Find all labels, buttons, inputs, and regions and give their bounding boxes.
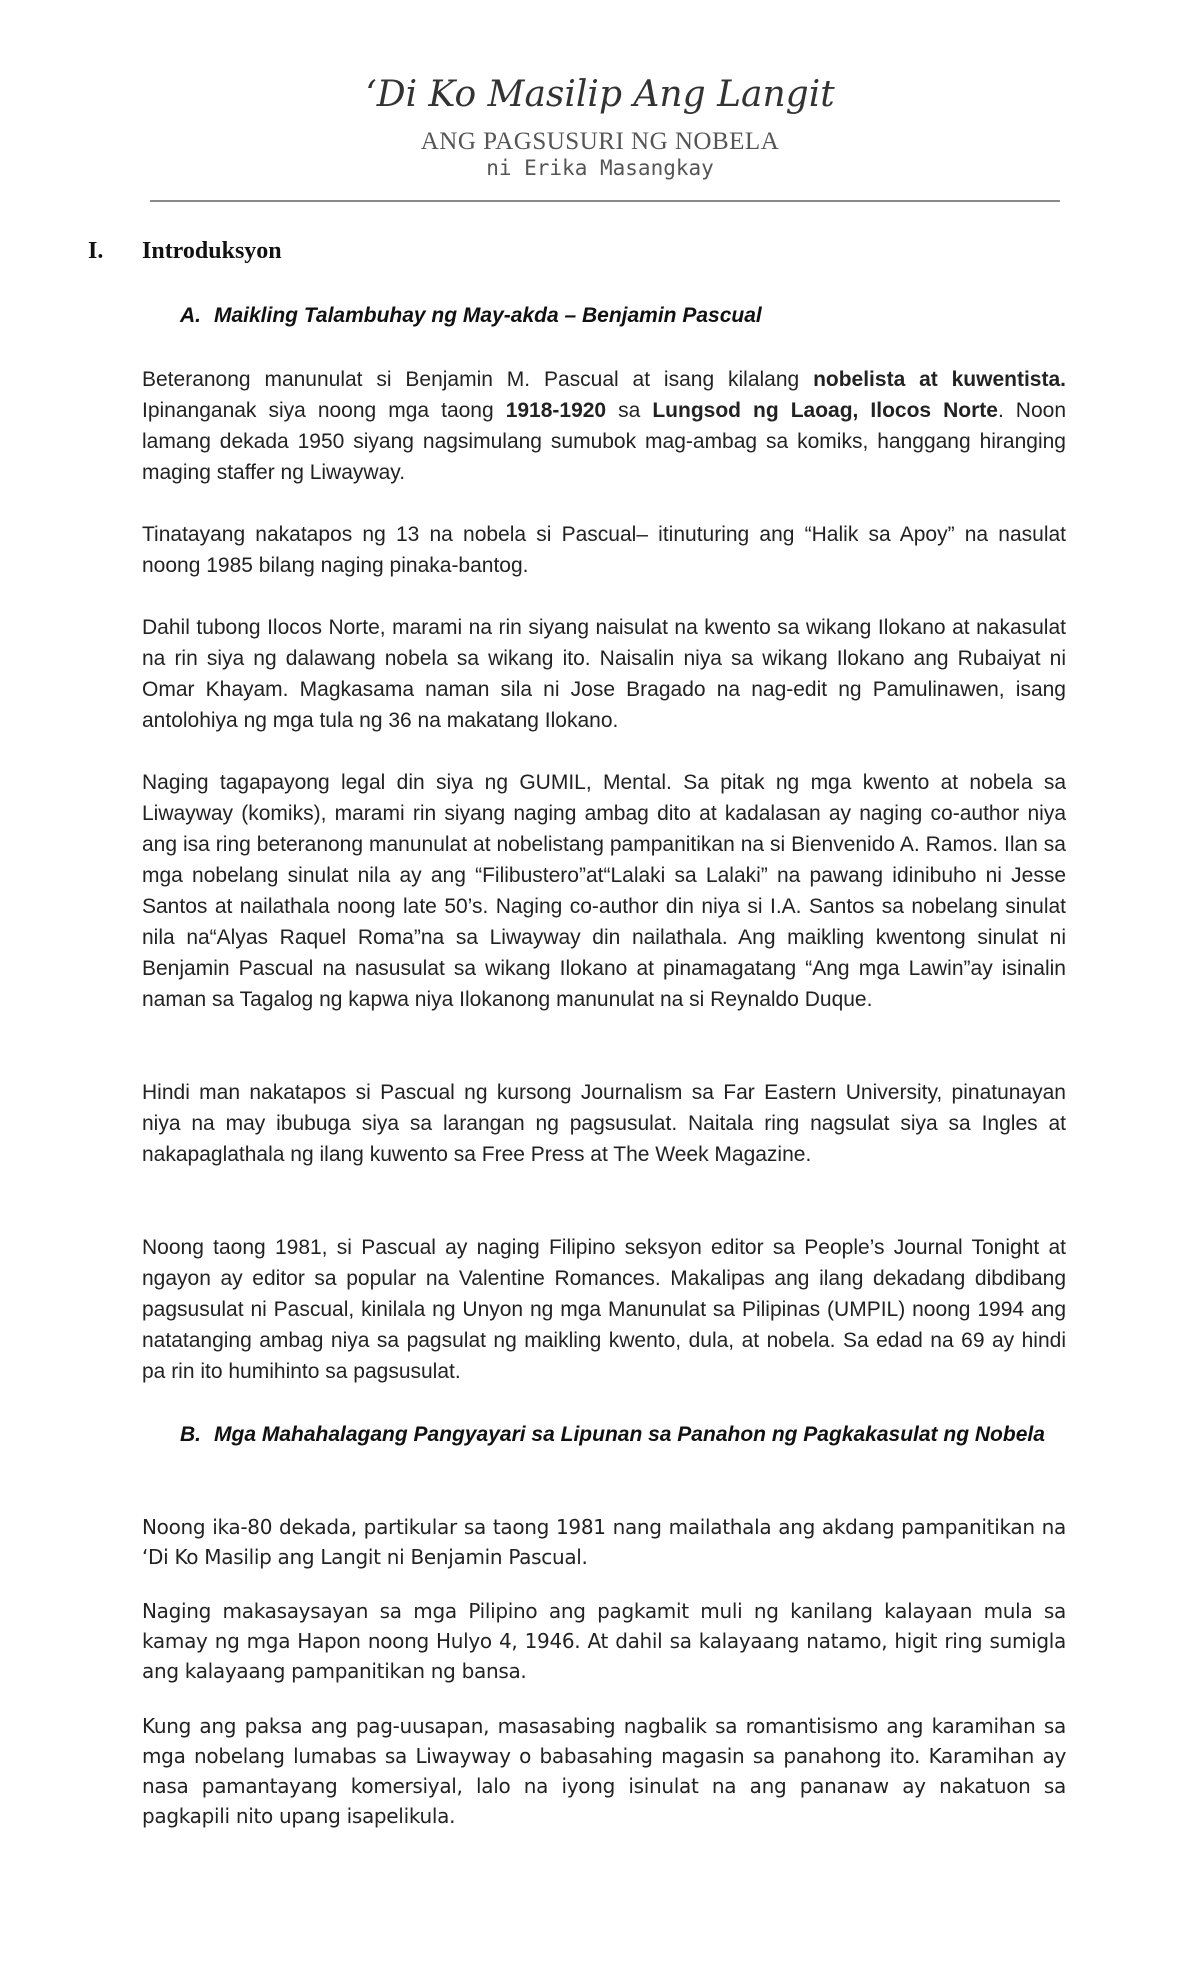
p1-text-4: . Noon lamang dekada 1950 siyang nagsimulang sumubok mag-ambag sa komiks, hanggang hiranging maging staffer ng Liwayway. [142, 399, 1067, 484]
paragraph-journalism: Hindi man nakatapos si Pascual ng kursong Journalism sa Far Eastern University, pinatunayan niya na may ibubuga siya sa larangan ng pagsusulat. Naitala ring nagsulat siya sa Ingles at nakapaglathala ng ilang kuwento sa Free Press at The Week Magazine. [142, 1081, 1066, 1166]
p1-text-3: sa [606, 399, 653, 422]
subheading-title: Mga Mahahalagang Pangyayari sa Lipunan sa Panahon ng Pagkakasulat ng Nobela [214, 1423, 1045, 1446]
p1-bold-3: Lungsod ng Laoag, Ilocos Norte [652, 399, 998, 422]
paragraph-editor-umpil: Noong taong 1981, si Pascual ay naging Filipino seksyon editor sa People’s Journal Tonight at ngayon ay editor sa popular na Valentine Romances. Makalipas ang ilang dekadang dibdibang pagsusulat ni Pascual, kinilala ng Unyon ng mga Manunulat sa Pilipinas (UMPIL) noong 1994 ang natatanging ambag niya sa pagsulat ng maikling kwento, dula, at nobela. Sa edad na 69 ay hindi pa rin ito humihinto sa pagsusulat. [142, 1236, 1066, 1383]
p1-bold-1: nobelista at kuwentista. [813, 368, 1066, 391]
subheading-pangyayari [180, 1419, 1080, 1450]
paragraph-kalayaan: Naging makasaysayan sa mga Pilipino ang pagkamit muli ng kanilang kalayaan mula sa kamay ng mga Hapon noong Hulyo 4, 1946. At dahil sa kalayaang natamo, higit ring sumigla ang kalayaang pampanitikan ng bansa. [142, 1599, 1066, 1683]
section-heading-introduksyon [88, 238, 282, 265]
document-author: ni Erika Masangkay [486, 156, 714, 180]
section-number: I. [88, 238, 104, 264]
subheading-letter: A. [180, 304, 201, 327]
paragraph-biography-intro [142, 364, 1066, 488]
p1-text-1: Beteranong manunulat si Benjamin M. Pascual at isang kilalang [142, 368, 814, 391]
document-subtitle: ANG PAGSUSURI NG NOBELA [420, 128, 780, 155]
subheading-title: Maikling Talambuhay ng May-akda – Benjamin Pascual [214, 304, 762, 327]
paragraph-ika-80-dekada: Noong ika-80 dekada, partikular sa taong 1981 nang mailathala ang akdang pampanitikan na ‘Di Ko Masilip ang Langit ni Benjamin Pascual. [142, 1515, 1066, 1569]
header-divider [150, 200, 1060, 202]
p1-text-2: Ipinanganak siya noong mga taong [142, 399, 506, 422]
p1-bold-2: 1918-1920 [505, 399, 607, 422]
section-title: Introduksyon [142, 238, 282, 264]
paragraph-ilokano-works: Dahil tubong Ilocos Norte, marami na rin siyang naisulat na kwento sa wikang Ilokano at nakasulat na rin siya ng dalawang nobela sa wikang ito. Naisalin niya sa wikang Ilokano ang Rubaiyat ni Omar Khayam. Magkasama naman sila ni Jose Bragado na nag-edit ng Pamulinawen, isang antolohiya ng mga tula ng 36 na makatang Ilokano. [142, 616, 1066, 732]
paragraph-romantisismo: Kung ang paksa ang pag-uusapan, masasabing nagbalik sa romantisismo ang karamihan sa mga nobelang lumabas sa Liwayway o babasahing magasin sa panahong ito. Karamihan ay nasa pamantayang komersiyal, lalo na iyong isinulat na ang pananaw ay nakatuon sa pagkapili nito upang isapelikula. [142, 1714, 1066, 1828]
subheading-letter: B. [180, 1423, 201, 1446]
subheading-talambuhay [180, 300, 1080, 331]
paragraph-gumil-liwayway: Naging tagapayong legal din siya ng GUMIL, Mental. Sa pitak ng mga kwento at nobela sa Liwayway (komiks), marami rin siyang naging ambag dito at kadalasan ay naging co-author niya ang isa ring beteranong manunulat at nobelistang pampanitikan na si Bienvenido A. Ramos. Ilan sa mga nobelang sinulat nila ay ang “Filibustero”at“Lalaki sa Lalaki” na pawang idinibuho ni Jesse Santos at nailathala noong late 50’s. Naging co-author din niya si I.A. Santos sa nobelang sinulat nila na“Alyas Raquel Roma”na sa Liwayway din nailathala. Ang maikling kwentong sinulat ni Benjamin Pascual na nasusulat sa wikang Ilokano at pinamagatang “Ang mga Lawin”ay isinalin naman sa Tagalog ng kapwa niya Ilokanong manunulat na si Reynaldo Duque. [142, 771, 1066, 1011]
paragraph-nobela-count: Tinatayang nakatapos ng 13 na nobela si Pascual– itinuturing ang “Halik sa Apoy” na nasulat noong 1985 bilang naging pinaka-bantog. [142, 523, 1066, 577]
document-title: ‘Di Ko Masilip Ang Langit [365, 74, 835, 115]
